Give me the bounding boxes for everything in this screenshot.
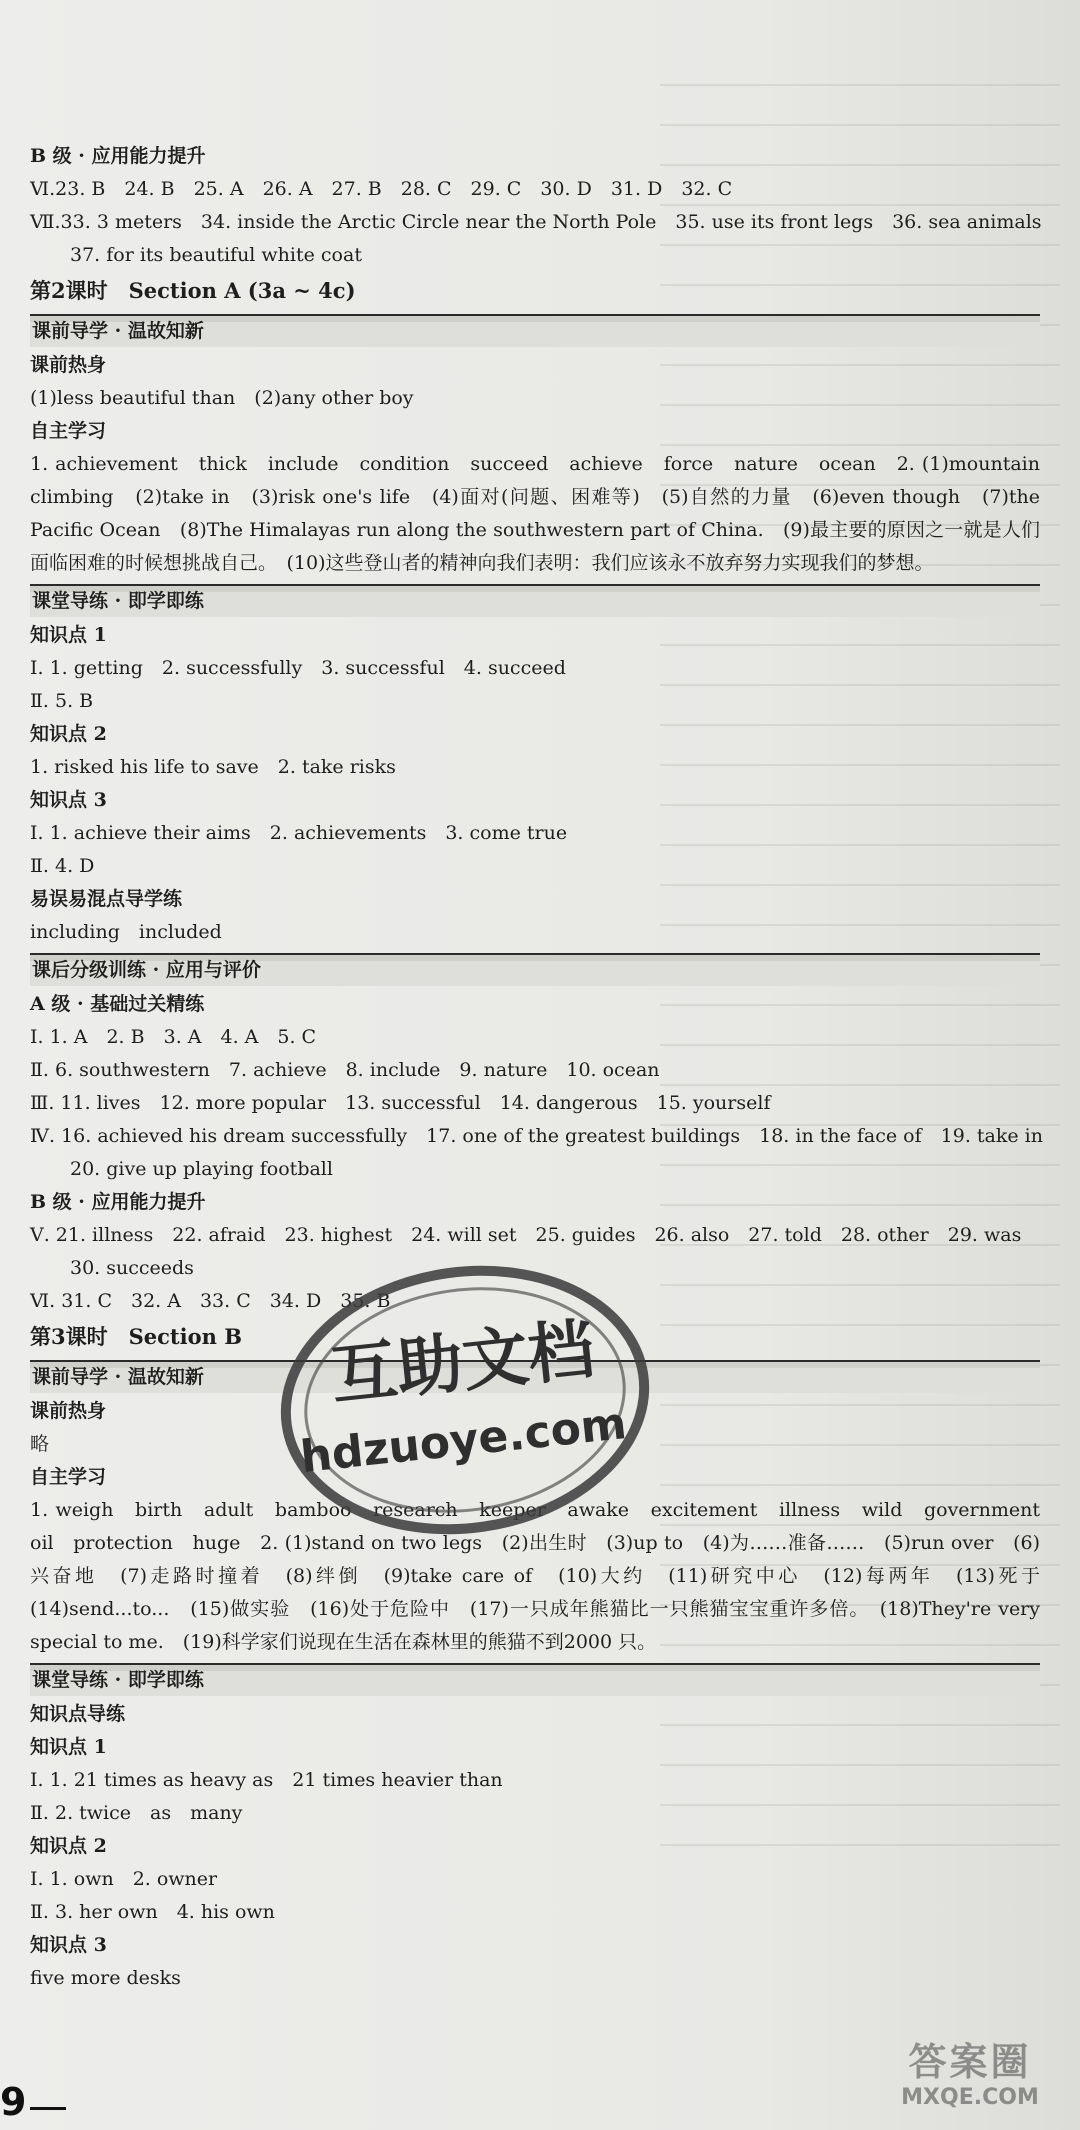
section-heading: 课前热身 — [30, 1400, 107, 1422]
watermark-line2: hdzuoye.com — [298, 1398, 629, 1484]
section-heading: B 级 · 应用能力提升 — [30, 145, 206, 167]
answer-line: Ⅰ. 1. getting 2. successfully 3. successful 4. succeed — [30, 657, 566, 679]
answer-line: Ⅳ. 16. achieved his dream successfully 17. one of the greatest buildings 18. in the face of 19. take in — [30, 1125, 1043, 1147]
section-heading: 易误易混点导学练 — [30, 888, 183, 910]
section-bar: 课后分级训练 · 应用与评价 — [30, 953, 1040, 986]
answer-line-continued: 20. give up playing football — [70, 1158, 333, 1180]
answer-line: Ⅴ. 21. illness 22. afraid 23. highest 24. will set 25. guides 26. also 27. told 28. other 29. was — [30, 1224, 1022, 1246]
section-heading: 知识点 1 — [30, 1736, 107, 1758]
section-heading: 知识点 2 — [30, 1835, 107, 1857]
section-heading: 知识点导练 — [30, 1703, 126, 1725]
section-heading: 自主学习 — [30, 420, 107, 442]
answer-line: 1. risked his life to save 2. take risks — [30, 756, 396, 778]
answer-line: Ⅱ. 3. her own 4. his own — [30, 1901, 275, 1923]
answer-line: five more desks — [30, 1967, 181, 1989]
answer-line: including included — [30, 921, 222, 943]
answer-line: 略 — [30, 1433, 50, 1455]
answer-key-content — [30, 140, 1060, 1995]
answer-line: Ⅱ. 4. D — [30, 855, 95, 877]
corner-logo — [870, 2040, 1070, 2125]
section-heading: A 级 · 基础过关精练 — [30, 993, 205, 1015]
section-heading: B 级 · 应用能力提升 — [30, 1191, 206, 1213]
answer-line: (1)less beautiful than (2)any other boy — [30, 387, 414, 409]
section-bar: 课前导学 · 温故知新 — [30, 1360, 1040, 1393]
answer-line: Ⅰ. 1. 21 times as heavy as 21 times heavier than — [30, 1769, 503, 1791]
corner-logo-line2: MXQE.COM — [901, 2085, 1039, 2110]
answer-line: Ⅰ. 1. own 2. owner — [30, 1868, 218, 1890]
corner-logo-line1: 答案圈 — [908, 2040, 1032, 2084]
answer-line-continued: 30. succeeds — [70, 1257, 194, 1279]
answer-paragraph: 1. achievement thick include condition succeed achieve force nature ocean 2. (1)mountain climbing (2)take in (3)risk one's life (4)面对(问题、困难等) (5)自然的力量 (6)even though (7)the Pacific Ocean (8)The Himalayas run along the southwestern part of China. (9)最主要的原因之一就是人们面临困难的时候想挑战自己。 (10)这些登山者的精神向我们表明：我们应该永不放弃努力实现我们的梦想。 — [30, 453, 1040, 574]
answer-line: Ⅰ. 1. A 2. B 3. A 4. A 5. C — [30, 1026, 317, 1048]
answer-line: Ⅵ.23. B 24. B 25. A 26. A 27. B 28. C 29. C 30. D 31. D 32. C — [30, 178, 733, 200]
answer-line: Ⅲ. 11. lives 12. more popular 13. successful 14. dangerous 15. yourself — [30, 1092, 771, 1114]
section-heading: 知识点 3 — [30, 789, 107, 811]
answer-paragraph: 1. weigh birth adult bamboo research keeper awake excitement illness wild government oil protection huge 2. (1)stand on two legs (2)出生时 (3)up to (4)为……准备…… (5)run over (6)兴奋地 (7)走路时撞着 (8)绊倒 (9)take care of (10)大约 (11)研究中心 (12)每两年 (13)死于 (14)send...to... (15)做实验 (16)处于危险中 (17)一只成年熊猫比一只熊猫宝宝重许多倍。 (18)They're very special to me. (19)科学家们说现在生活在森林里的熊猫不到2000 只。 — [30, 1499, 1060, 1653]
answer-line: Ⅱ. 2. twice as many — [30, 1802, 243, 1824]
lesson-title: 第2课时 Section A (3a ~ 4c) — [30, 278, 356, 303]
section-heading: 课前热身 — [30, 354, 107, 376]
section-heading: 知识点 1 — [30, 624, 107, 646]
page-number-rule — [30, 2107, 66, 2110]
answer-line: Ⅱ. 5. B — [30, 690, 94, 712]
section-heading: 自主学习 — [30, 1466, 107, 1488]
section-bar: 课堂导练 · 即学即练 — [30, 584, 1040, 617]
lesson-title: 第3课时 Section B — [30, 1324, 242, 1349]
answer-line: Ⅱ. 6. southwestern 7. achieve 8. include 9. nature 10. ocean — [30, 1059, 660, 1081]
watermark-line1: 互助文档 — [327, 1310, 598, 1415]
answer-line: Ⅰ. 1. achieve their aims 2. achievements 3. come true — [30, 822, 568, 844]
answer-line: Ⅶ.33. 3 meters 34. inside the Arctic Circle near the North Pole 35. use its front legs 36. sea animals — [30, 211, 1042, 233]
section-heading: 知识点 3 — [30, 1934, 107, 1956]
section-bar: 课前导学 · 温故知新 — [30, 314, 1040, 347]
section-heading: 知识点 2 — [30, 723, 107, 745]
page-number: 9 — [0, 2080, 27, 2124]
answer-line-continued: 37. for its beautiful white coat — [70, 244, 362, 266]
answer-line: Ⅵ. 31. C 32. A 33. C 34. D 35. B — [30, 1290, 391, 1312]
section-bar: 课堂导练 · 即学即练 — [30, 1663, 1040, 1696]
